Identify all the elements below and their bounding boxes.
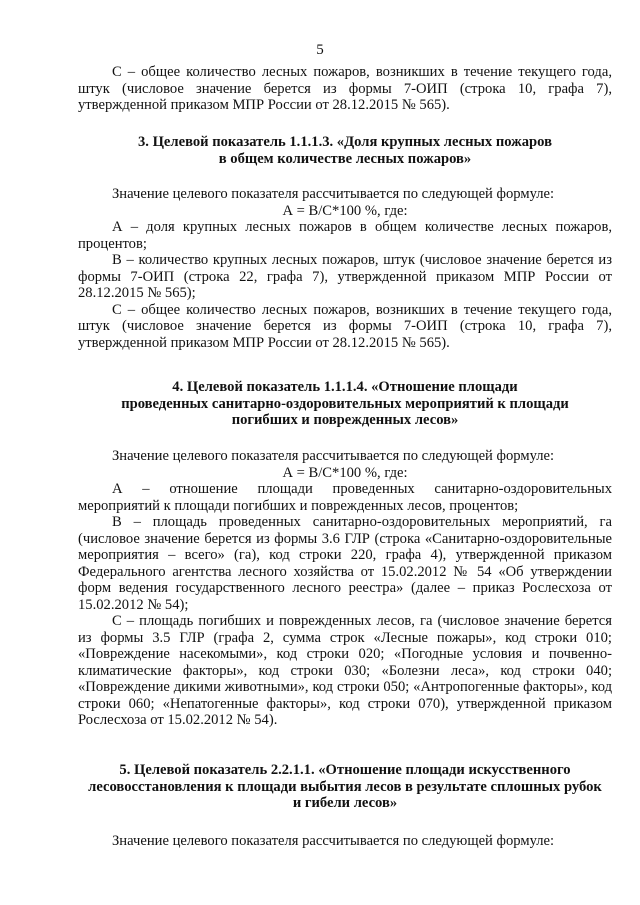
intro-c-definition: С – общее количество лесных пожаров, возникших в течение текущего года, штук (числовое значение берется из формы 7-ОИП (строка 10, графа 7), утвержденной приказом МПР России от 28.12.2015 № 565). — [78, 64, 612, 113]
section-4-def-a: А – отношение площади проведенных санитарно-оздоровительных мероприятий к площади погибших и поврежденных лесов, процентов; — [78, 481, 612, 514]
section-3-formula: А = В/С*100 %, где: — [282, 202, 408, 219]
section-5-heading — [78, 762, 612, 812]
section-3-def-c: С – общее количество лесных пожаров, возникших в течение текущего года, штук (числовое значение берется из формы 7-ОИП (строка 10, графа 7), утвержденной приказом МПР России от 28.12.2015 № 565). — [78, 301, 612, 351]
section-3-heading-line: в общем количестве лесных пожаров» — [218, 150, 472, 167]
section-5-body — [78, 833, 612, 850]
section-4-def-c: С – площадь погибших и поврежденных лесов, га (числовое значение берется из формы 3.5 ГЛР (графа 2, сумма строк «Лесные пожары», код строки 010; «Повреждение насекомыми», код строки 020; «Погодные условия и почвенно-климатические факторы», код строки 030; «Болезни леса», код строки 040; «Повреждение дикими животными», код строки 050; «Антропогенные факторы», код строки 060; «Непатогенные факторы», код строки 070), утвержденной приказом Рослесхоза от 15.02.2012 № 54). — [78, 613, 612, 728]
section-4-lead: Значение целевого показателя рассчитывается по следующей формуле: — [112, 448, 555, 464]
section-4-formula: А = В/С*100 %, где: — [282, 464, 408, 481]
section-4-body — [78, 448, 612, 729]
section-4-heading-line: погибших и поврежденных лесов» — [231, 412, 459, 428]
section-4-heading-line: 4. Целевой показатель 1.1.1.4. «Отношение площади — [172, 379, 518, 395]
section-3-heading — [78, 134, 612, 167]
page-number: 5 — [316, 42, 324, 58]
section-4-def-b: В – площадь проведенных санитарно-оздоровительных мероприятий, га (числовое значение берется из формы 3.6 ГЛР (строка «Санитарно-оздоровительные мероприятия – всего» (га), код строки 220, графа 4), утвержденной приказом Федерального агентства лесного хозяйства от 15.02.2012 № 54 «Об утверждении форм ведения государственного лесного реестра» (далее – приказ Рослесхоза от 15.02.2012 № 54); — [78, 514, 612, 613]
intro-block — [78, 64, 612, 114]
section-3-heading-line: 3. Целевой показатель 1.1.1.3. «Доля крупных лесных пожаров — [137, 134, 552, 150]
section-5-heading-line: 5. Целевой показатель 2.2.1.1. «Отношение площади искусственного — [119, 762, 571, 778]
section-3-def-a: А – доля крупных лесных пожаров в общем количестве лесных пожаров, процентов; — [78, 219, 612, 252]
section-3-body — [78, 186, 612, 351]
section-5-lead: Значение целевого показателя рассчитывается по следующей формуле: — [112, 833, 555, 849]
section-4-heading-line: проведенных санитарно-оздоровительных мероприятий к площади — [121, 395, 569, 412]
section-4-heading — [78, 379, 612, 429]
section-5-heading-line: лесовосстановления к площади выбытия лесов в результате сплошных рубок — [88, 778, 602, 795]
section-3-def-b: В – количество крупных лесных пожаров, штук (числовое значение берется из формы 7-ОИП (строка 22, графа 7), утвержденной приказом МПР России от 28.12.2015 № 565); — [78, 252, 612, 301]
section-3-lead: Значение целевого показателя рассчитывается по следующей формуле: — [112, 186, 555, 202]
section-5-heading-line: и гибели лесов» — [292, 795, 398, 811]
